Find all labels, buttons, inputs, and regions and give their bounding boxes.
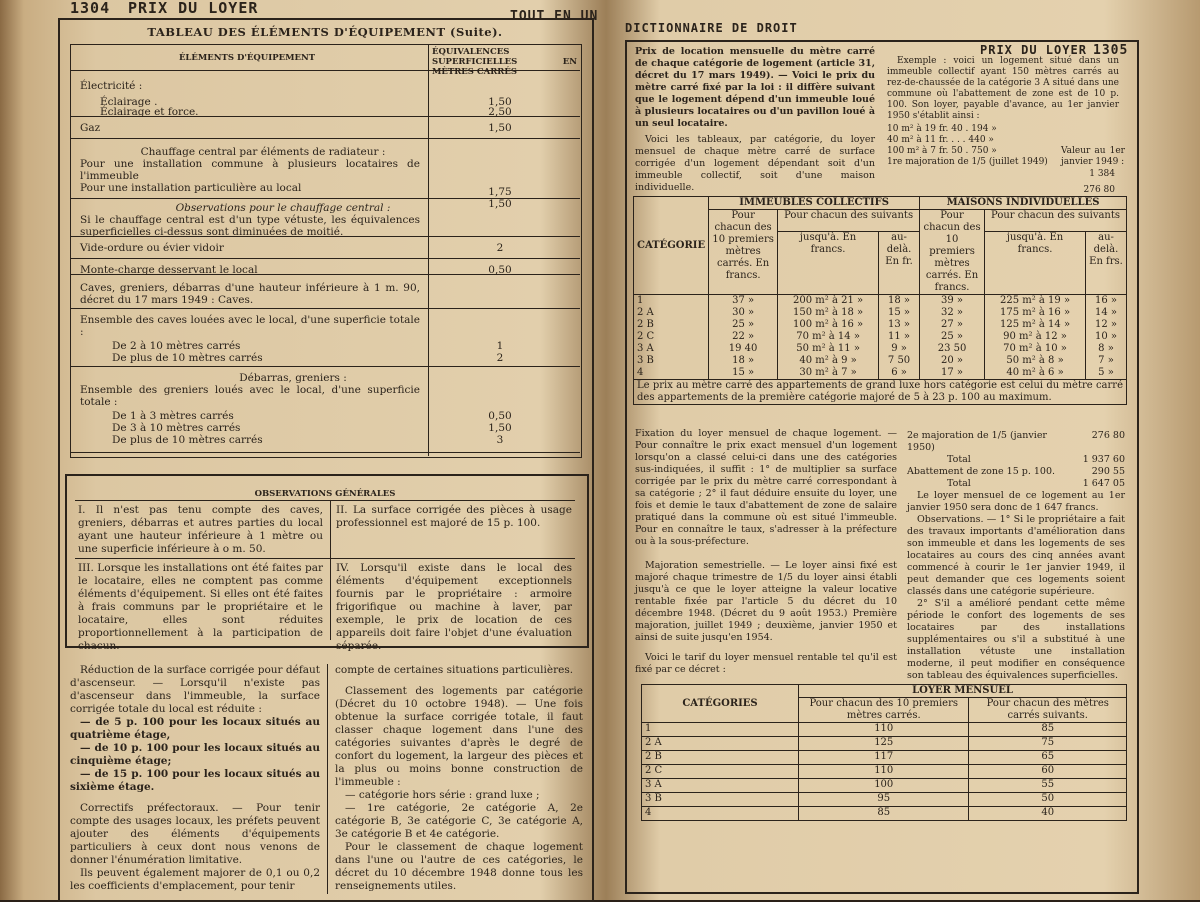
t1-value-cell: 22 » [709,331,778,343]
t1-value-cell: 125 m² à 14 » [985,319,1086,331]
equipment-row-label: Caves, greniers, débarras d'une hauteur inférieure à 1 m. 90, décret du 17 mars 1949 : Caves. [80,282,420,306]
t2-header-loyer: LOYER MENSUEL [799,685,1127,698]
t1-value-cell: 27 » [920,319,985,331]
t2-value-cell: 110 [799,765,969,779]
t2-row [642,751,1127,765]
ascenseur-paragraph: Réduction de la surface corrigée pour défaut d'ascenseur. — Lorsqu'il n'existe pas d'ascenseur dans l'immeuble, la surface corrigée totale du local est réduite : [70,664,320,715]
equipment-row-label: Observations pour le chauffage central : [175,202,391,214]
t1-value-cell: 7 » [1086,355,1127,367]
equipment-row-rule [70,138,580,139]
col-elements-header: ÉLÉMENTS D'ÉQUIPEMENT [178,53,316,63]
t2-value-cell: 65 [969,751,1127,765]
t1-header-upto-coll: jusqu'à. En francs. [778,232,879,295]
equipment-row-rule [70,308,580,309]
t1-value-cell: 30 » [709,307,778,319]
equipment-row-label: Débarras, greniers : [239,372,347,384]
t1-value-cell: 150 m² à 18 » [778,307,879,319]
total2-value: 1 647 05 [1082,478,1125,489]
example-calc [887,124,1057,168]
t1-value-cell: 15 » [709,367,778,380]
left-running-right: TOUT EN UN [510,9,599,24]
equipment-row-value: 1,50 [488,198,512,210]
t1-header-beyond-coll: au-delà. En fr. [879,232,920,295]
equipment-row-rule [70,116,580,117]
classement-note: Pour le classement de chaque logement dans l'une ou l'autre de ces catégories, le décret du 10 décembre 1948 donne tous les renseignements utiles. [335,841,583,892]
ascenseur-item-2: — de 10 p. 100 pour les locaux situés au cinquième étage; [70,742,320,767]
t1-value-cell: 16 » [1086,295,1127,308]
t1-value-cell: 10 » [1086,331,1127,343]
equipment-row-label: Pour une installation commune à plusieurs locataires de l'immeuble [80,158,420,182]
equipment-row-label: Gaz [80,122,101,134]
ascenseur-item-3: — de 15 p. 100 pour les locaux situés au sixième étage. [70,768,320,793]
t1-category-cell: 4 [634,367,709,380]
classement-item-2: — 1re catégorie, 2e catégorie A, 2e catégorie B, 3e catégorie C, 3e catégorie A, 3e catégorie B et 4e catégorie. [335,802,583,840]
t1-header-next-ind: Pour chacun des suivants [985,210,1127,232]
equipment-row-rule [70,258,580,259]
t1-value-cell: 14 » [1086,307,1127,319]
equipment-row-rule [70,452,580,453]
calc-line-1: 10 m² à 19 fr. 40 . 194 » [887,124,997,134]
right-page [625,0,1145,900]
t1-value-cell: 39 » [920,295,985,308]
loyer-mensuel-table [641,684,1127,821]
t1-row [634,319,1127,331]
t1-value-cell: 19 40 [709,343,778,355]
equipment-row-label: De 2 à 10 mètres carrés [112,340,241,352]
text-column-b [335,664,583,893]
t2-value-cell: 85 [969,723,1127,737]
obs-divider-v [330,500,331,640]
t1-header-upto-ind: jusqu'à. En francs. [985,232,1086,295]
observation-4: IV. Lorsqu'il existe dans le local des éléments d'équipement exceptionnels fournis par le propriétaire : armoire frigorifique ou machine à laver, par exemple, le prix de location de ces appareils doit faire l'objet d'une évaluation séparée. [336,562,572,652]
equipment-row-label: De 1 à 3 mètres carrés [112,410,234,422]
right-page-number: 1305 [1093,43,1129,58]
t2-value-cell: 55 [969,779,1127,793]
t2-value-cell: 40 [969,807,1127,821]
equipment-row-label: Électricité : [80,80,143,92]
t2-value-cell: 110 [799,723,969,737]
equipment-row-value: 1 [496,340,504,352]
maj2-value: 276 80 [1091,430,1125,441]
t1-row [634,331,1127,343]
equipment-row-value: 1,75 [488,186,512,198]
t1-value-cell: 30 m² à 7 » [778,367,879,380]
t1-value-cell: 40 m² à 9 » [778,355,879,367]
t1-value-cell: 70 m² à 10 » [985,343,1086,355]
prix-location-intro [635,46,875,130]
t1-header-individuelles: MAISONS INDIVIDUELLES [920,197,1127,210]
observations-2: 2° S'il a amélioré pendant cette même période le confort des logements de ses locataires par des installations supplémentaires ou s'il a substitué à une installation vétuste une installation moderne, il peut modifier en conséquence son tableau des équivalences superficielles. [907,598,1125,681]
right-running-left: DICTIONNAIRE DE DROIT [625,21,798,35]
classement-item-1: — catégorie hors série : grand luxe ; [345,789,540,801]
calc-line-2: 40 m² à 11 fr. . . . 440 » [887,135,994,145]
maj2-label: 2e majoration de 1/5 (janvier 1950) [907,430,1047,453]
t1-row [634,367,1127,380]
t1-category-cell: 3 A [634,343,709,355]
coefficients-paragraph: Ils peuvent également majorer de 0,1 ou 0,2 les coefficients d'emplacement, pour tenir [70,867,320,892]
t2-category-cell: 2 A [642,737,799,751]
t2-value-cell: 100 [799,779,969,793]
equipment-row-value: 2,50 [488,106,512,118]
t1-row [634,343,1127,355]
t2-row [642,807,1127,821]
t1-note: Le prix au mètre carré des appartements de grand luxe hors catégorie est celui du mètre carré des appartements de la première catégorie majoré de 5 à 23 p. 100 au maximum. [634,380,1127,405]
t1-value-cell: 70 m² à 14 » [778,331,879,343]
t1-value-cell: 225 m² à 19 » [985,295,1086,308]
t2-category-cell: 1 [642,723,799,737]
equipment-row-label: Monte-charge desservant le local [80,264,258,276]
maj2-row [907,430,1125,454]
equipment-row-value: 3 [496,434,504,446]
tarif-paragraph: Voici le tarif du loyer mensuel rentable tel qu'il est fixé par ce décret : [635,652,897,675]
left-page-number: 1304 [70,0,111,17]
total2-label: Total [947,478,971,489]
t1-value-cell: 20 » [920,355,985,367]
t1-body [634,295,1127,380]
t1-value-cell: 18 » [879,295,920,308]
t1-row [634,307,1127,319]
abattement-label: Abattement de zone 15 p. 100. [907,466,1056,477]
t2-row [642,779,1127,793]
text-column-a [70,664,320,893]
t2-category-cell: 3 A [642,779,799,793]
equipment-row-rule [70,236,580,237]
calc-line-3: 100 m² à 7 fr. 50 . 750 » [887,146,997,156]
t1-value-cell: 15 » [879,307,920,319]
calc-total-label: Valeur au 1er janvier 1949 : [1061,146,1125,167]
total2-row [907,478,1125,490]
t2-category-cell: 3 B [642,793,799,807]
price-per-m2-table [633,196,1127,405]
equipment-row-label: Vide-ordure ou évier vidoir [80,242,224,254]
t2-header-next: Pour chacun des mètres carrés suivants. [969,698,1127,723]
equipment-table-title: TABLEAU DES ÉLÉMENTS D'ÉQUIPEMENT (Suite). [147,25,503,39]
calc-value-2: 276 80 [1083,185,1115,195]
equipment-row-label: Éclairage et force. [100,106,199,118]
t2-body [642,723,1127,821]
t2-value-cell: 50 [969,793,1127,807]
text-column-divider [327,664,328,894]
t1-header-collectifs: IMMEUBLES COLLECTIFS [709,197,920,210]
t1-value-cell: 40 m² à 6 » [985,367,1086,380]
t1-value-cell: 8 » [1086,343,1127,355]
t1-value-cell: 100 m² à 16 » [778,319,879,331]
equipment-row-label: Éclairage . [100,96,158,108]
t2-value-cell: 75 [969,737,1127,751]
t2-value-cell: 125 [799,737,969,751]
t2-category-cell: 2 B [642,751,799,765]
t2-category-cell: 4 [642,807,799,821]
t2-row [642,765,1127,779]
t1-header-first-ind: Pour chacun des 10 premiers mètres carrés. En francs. [920,210,985,295]
abattement-value: 290 55 [1091,466,1125,477]
t1-category-cell: 2 B [634,319,709,331]
t2-header-first: Pour chacun des 10 premiers mètres carrés. [799,698,969,723]
t1-value-cell: 13 » [879,319,920,331]
total1-label: Total [947,454,971,465]
equipment-row-label: Ensemble des greniers loués avec le local, d'une superficie totale : [80,384,420,408]
t1-header-beyond-ind: au-delà. En frs. [1086,232,1127,295]
t2-value-cell: 117 [799,751,969,765]
tableaux-intro: Voici les tableaux, par catégorie, du loyer mensuel de chaque mètre carré de surface corrigée d'un logement dépendant soit d'un immeuble collectif, soit d'une maison individuelle. [635,134,875,193]
t2-row [642,723,1127,737]
t1-value-cell: 175 m² à 16 » [985,307,1086,319]
t1-value-cell: 6 » [879,367,920,380]
t1-value-cell: 50 m² à 11 » [778,343,879,355]
equipment-row-value: 1,50 [488,96,512,108]
equipment-row-value: 0,50 [488,410,512,422]
calc-line-4: 1re majoration de 1/5 (juillet 1949) [887,157,1048,167]
equipment-row-label: Si le chauffage central est d'un type vétuste, les équivalences superficielles ci-dessus sont diminuées de moitié. [80,214,420,238]
equipment-row-label: Pour une installation particulière au local [80,182,302,194]
total1-value: 1 937 60 [1082,454,1125,465]
classement-paragraph: Classement des logements par catégorie (Décret du 10 octobre 1948). — Une fois obtenue la surface corrigée totale, il faut classer chaque logement dans l'une des catégories suivantes d'après le degré de confort du logement, la largeur des pièces et la plus ou moins bonne construction de l'immeuble : [335,685,583,788]
t2-row [642,737,1127,751]
t1-value-cell: 12 » [1086,319,1127,331]
t2-value-cell: 95 [799,793,969,807]
col-equivalences-header: ÉQUIVALENCES SUPERFICIELLES EN MÈTRES CARRÉS [432,47,577,77]
t1-category-cell: 2 A [634,307,709,319]
right-text-column [907,430,1125,682]
total1-row [907,454,1125,466]
t1-header-first-coll: Pour chacun des 10 premiers mètres carrés. En francs. [709,210,778,295]
t1-value-cell: 32 » [920,307,985,319]
equipment-row-label: Ensemble des caves louées avec le local, d'une superficie totale : [80,314,420,338]
t1-value-cell: 25 » [920,331,985,343]
right-running-title: PRIX DU LOYER [980,43,1087,57]
t2-category-cell: 2 C [642,765,799,779]
abattement-row [907,466,1125,478]
equipment-row-value: 1,50 [488,122,512,134]
t1-value-cell: 5 » [1086,367,1127,380]
observations-1: Observations. — 1° Si le propriétaire a fait des travaux importants d'amélioration dans son immeuble et dans les logements de ses locataires au cours des cinq années avant commencé à courir le 1er janvier 1949, il peut demander que ces logements soient classés dans une catégorie supérieure. [907,514,1125,597]
t2-value-cell: 60 [969,765,1127,779]
equipment-row-label: De plus de 10 mètres carrés [112,352,263,364]
t1-header-next-coll: Pour chacun des suivants [778,210,920,232]
t1-value-cell: 11 » [879,331,920,343]
left-running-title: PRIX DU LOYER [128,0,259,17]
t1-value-cell: 37 » [709,295,778,308]
t2-row [642,793,1127,807]
t1-value-cell: 9 » [879,343,920,355]
t1-value-cell: 200 m² à 21 » [778,295,879,308]
t1-value-cell: 7 50 [879,355,920,367]
t1-category-cell: 2 C [634,331,709,343]
equipment-table-divider [428,44,429,456]
equipment-row-value: 1,50 [488,422,512,434]
t1-value-cell: 90 m² à 12 » [985,331,1086,343]
equipment-row-label: De 3 à 10 mètres carrés [112,422,241,434]
example-paragraph: Exemple : voici un logement situé dans un immeuble collectif ayant 150 mètres carrés au rez-de-chaussée de la catégorie 3 A situé dans une commune où l'abattement de zone est de 10 p. 100. Son loyer, payable d'avance, au 1er janvier 1950 s'établit ainsi : [887,56,1119,121]
obs-rule-top [75,500,575,501]
majoration-paragraph: Majoration semestrielle. — Le loyer ainsi fixé est majoré chaque trimestre de 1/5 du loyer ainsi établi jusqu'à ce que le loyer atteigne la valeur locative rentable fixée par l'article 5 du décret du 10 décembre 1948. (Décret du 9 août 1953.) Première majoration, juillet 1949 ; deuxième, janvier 1950 et ainsi de suite jusqu'en 1954. [635,560,897,643]
t1-value-cell: 18 » [709,355,778,367]
prix-location-text: Prix de location mensuelle du mètre carré de chaque catégorie de logement (article 31, décret du 17 mars 1949). — Voici le prix du mètre carré fixé par la loi : il diffère suivant que le logement dépend d'un immeuble loué à plusieurs locataires ou d'un pavillon loué à un seul locataire. [635,46,875,129]
equipment-row-rule [70,274,580,275]
situations-line: compte de certaines situations particulières. [335,664,574,676]
t1-category-cell: 3 B [634,355,709,367]
ascenseur-item-1: — de 5 p. 100 pour les locaux situés au quatrième étage, [70,716,320,741]
fixation-paragraph: Fixation du loyer mensuel de chaque logement. — Pour connaître le prix exact mensuel d'un logement lorsqu'on a classé celui-ci dans une des catégories sus-indiquées, il suffit : 1° de multiplier sa surface corrigée par le prix du mètre carré correspondant à sa catégorie ; 2° il faut déduire ensuite du loyer, une fois et demie le taux d'abattement de zone de salaire pratiqué dans la commune où est situé l'immeuble. Pour en connaître le taux, s'adresser à la préfecture ou à la sous-préfecture. [635,428,897,547]
equipment-row-value: 2 [496,242,504,254]
t1-value-cell: 25 » [709,319,778,331]
equipment-row-rule [70,198,580,199]
equipment-row-label: De plus de 10 mètres carrés [112,434,263,446]
t2-header-category: CATÉGORIES [642,685,799,723]
t1-value-cell: 50 m² à 8 » [985,355,1086,367]
left-page [40,0,600,900]
loyer-conclusion: Le loyer mensuel de ce logement au 1er janvier 1950 sera donc de 1 647 francs. [907,490,1125,513]
observation-1: I. Il n'est pas tenu compte des caves, greniers, débarras et autres parties du local ayant une hauteur inférieure à 1 mètre ou une superficie inférieure à o m. 50. [78,504,323,555]
t2-value-cell: 85 [799,807,969,821]
t1-value-cell: 17 » [920,367,985,380]
equipment-row-rule [70,366,580,367]
calc-value-1: 1 384 [1089,169,1115,179]
t1-row [634,355,1127,367]
observation-3: III. Lorsque les installations ont été faites par le locataire, elles ne comptent pas comme éléments d'équipement. Si elles ont été faites à frais communs par le propriétaire et le locataire, elles sont réduites proportionnellement à la participation de chacun. [78,562,323,652]
t1-header-category: CATÉGORIE [634,197,709,295]
obs-divider-h [75,558,575,559]
equipment-row-label: Chauffage central par éléments de radiateur : [140,146,386,158]
observation-2: II. La surface corrigée des pièces à usage professionnel est majoré de 15 p. 100. [336,504,572,529]
t1-row [634,295,1127,308]
correctifs-paragraph: Correctifs préfectoraux. — Pour tenir compte des usages locaux, les préfets peuvent ajouter des éléments d'équipements particuliers à ceux dont nous venons de donner l'énumération limitative. [70,802,320,866]
t1-category-cell: 1 [634,295,709,308]
equipment-row-value: 2 [496,352,504,364]
t1-value-cell: 23 50 [920,343,985,355]
observations-title: OBSERVATIONS GÉNÉRALES [254,489,396,499]
equipment-row-value: 0,50 [488,264,512,276]
